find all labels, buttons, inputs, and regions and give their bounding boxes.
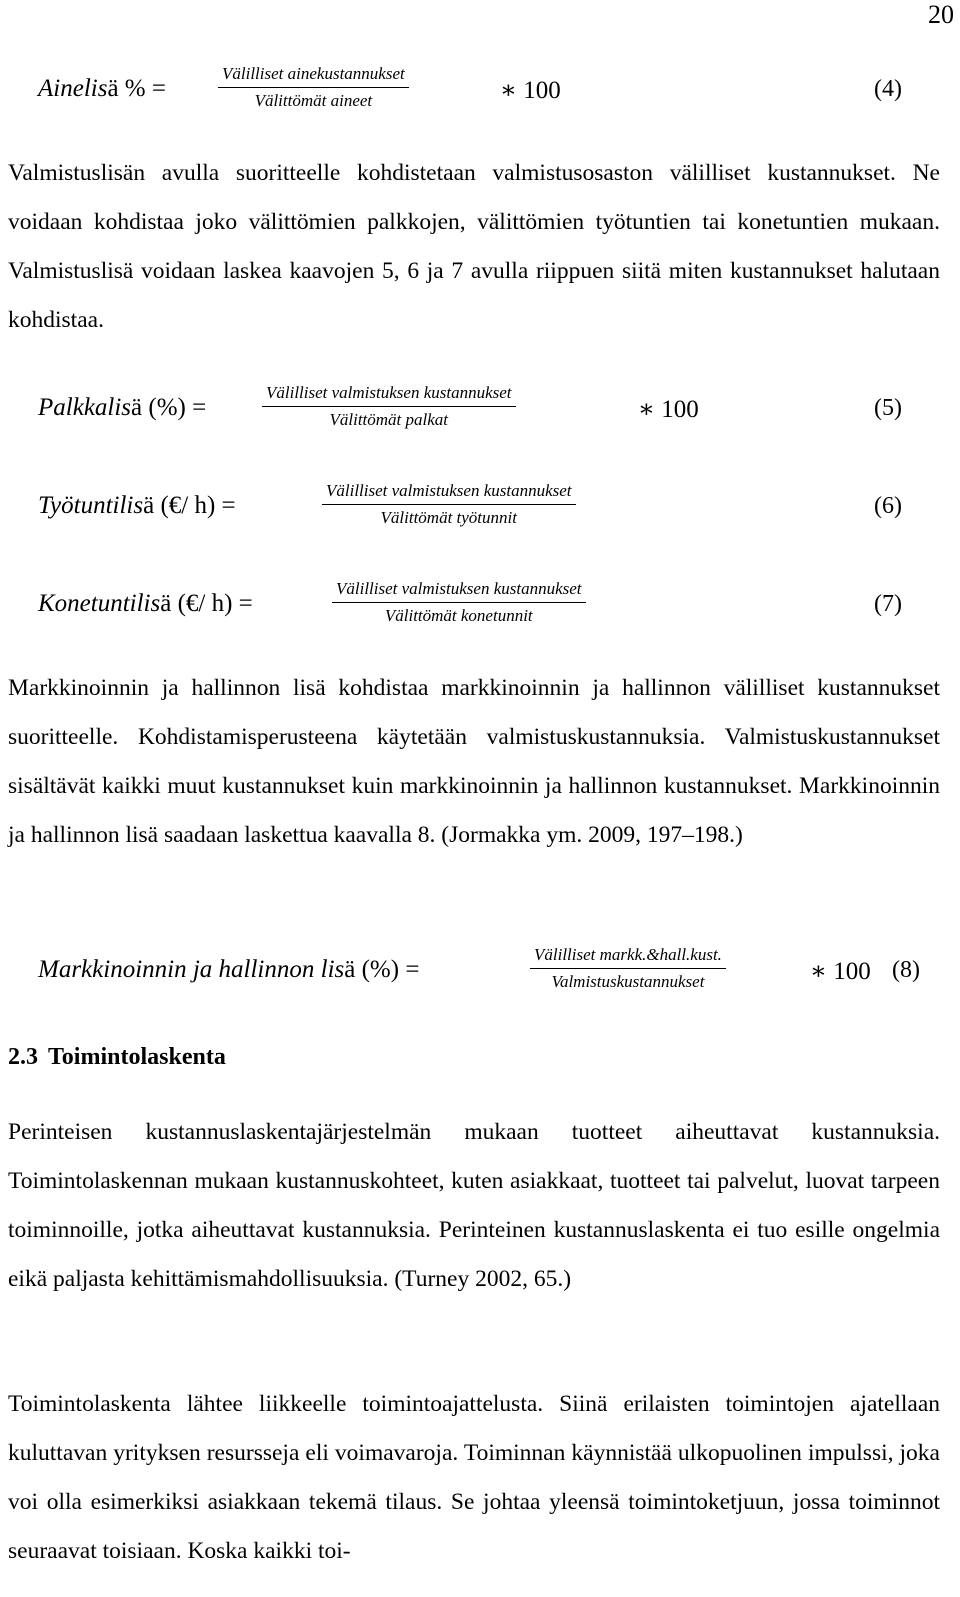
formula-fraction xyxy=(322,481,576,528)
formula-lhs-italic: Työtuntilis xyxy=(38,492,144,519)
formula-lhs-italic: Palkkalis xyxy=(38,394,132,421)
section-heading xyxy=(8,1042,226,1072)
formula-fraction xyxy=(530,945,726,992)
formula-numerator: Välilliset valmistuksen kustannukset xyxy=(266,383,512,402)
equation-number: (6) xyxy=(874,493,902,519)
formula-denominator: Valmistuskustannukset xyxy=(530,968,726,992)
formula-lhs xyxy=(38,394,206,422)
formula-lhs-italic: Ainelis xyxy=(38,75,108,102)
formula-lhs xyxy=(38,75,166,103)
formula-lhs xyxy=(38,590,253,618)
formula-denominator: Välittömät aineet xyxy=(218,87,409,111)
formula-denominator: Välittömät palkat xyxy=(262,406,516,430)
equation-number: (5) xyxy=(874,395,902,421)
formula-multiplier: ∗ 100 xyxy=(500,77,561,104)
formula-konetuntilisa xyxy=(0,574,960,644)
formula-numerator: Välilliset ainekustannukset xyxy=(222,64,405,83)
formula-denominator: Välittömät konetunnit xyxy=(332,602,586,626)
formula-tyotuntilisa xyxy=(0,476,960,546)
formula-palkkalisa xyxy=(0,378,960,448)
formula-numerator: Välilliset markk.&hall.kust. xyxy=(534,945,722,964)
formula-lhs-rest: ä (%) = xyxy=(344,956,420,983)
formula-lhs-rest: ä (€/ h) = xyxy=(160,590,253,617)
formula-multiplier: ∗ 100 xyxy=(638,396,699,423)
paragraph-valmistuslisa: Valmistuslisän avulla suoritteelle kohdistetaan valmistusosaston välilliset kustannukset. Ne voidaan kohdistaa joko välittömien palkkojen, välittömien työtuntien tai konetuntien mukaan. Valmistuslisä voidaan laskea kaavojen 5, 6 ja 7 avulla riippuen siitä miten kustannukset halutaan kohdistaa. xyxy=(8,160,940,333)
formula-lhs-italic: Konetuntilis xyxy=(38,590,161,617)
equation-number: (7) xyxy=(874,591,902,617)
paragraph-perinteinen: Perinteisen kustannuslaskentajärjestelmän mukaan tuotteet aiheuttavat kustannuksia. Toimintolaskennan mukaan kustannuskohteet, kuten asiakkaat, tuotteet tai palvelut, luovat tarpeen toiminnoille, jotka aiheuttavat kustannuksia. Perinteinen kustannuslaskenta ei tuo esille ongelmia eikä paljasta kehittämismahdollisuuksia. (Turney 2002, 65.) xyxy=(8,1119,940,1292)
formula-lhs xyxy=(38,956,419,984)
formula-denominator: Välittömät työtunnit xyxy=(322,504,576,528)
formula-lhs-italic: Markkinoinnin ja hallinnon lis xyxy=(38,956,345,983)
formula-lhs-rest: ä % = xyxy=(107,75,166,102)
section-title: Toimintolaskenta xyxy=(48,1044,226,1070)
formula-fraction xyxy=(332,579,586,626)
formula-numerator: Välilliset valmistuksen kustannukset xyxy=(336,579,582,598)
formula-numerator: Välilliset valmistuksen kustannukset xyxy=(326,481,572,500)
formula-ainelisa xyxy=(0,60,960,130)
formula-fraction xyxy=(262,383,516,430)
formula-lhs-rest: ä (€/ h) = xyxy=(143,492,236,519)
paragraph-markkinointi: Markkinoinnin ja hallinnon lisä kohdistaa markkinoinnin ja hallinnon välilliset kustannukset suoritteelle. Kohdistamisperusteena käytetään valmistuskustannuksia. Valmistuskustannukset sisältävät kaikki muut kustannukset kuin markkinoinnin ja hallinnon kustannukset. Markkinoinnin ja hallinnon lisä saadaan laskettua kaavalla 8. (Jormakka ym. 2009, 197–198.) xyxy=(8,675,940,848)
formula-lhs xyxy=(38,492,236,520)
paragraph-toimintolaskenta: Toimintolaskenta lähtee liikkeelle toimintoajattelusta. Siinä erilaisten toimintojen ajatellaan kuluttavan yrityksen resursseja eli voimavaroja. Toiminnan käynnistää ulkopuolinen impulssi, joka voi olla esimerkiksi asiakkaan tekemä tilaus. Se johtaa yleensä toimintoketjuun, jossa toiminnot seuraavat toisiaan. Koska kaikki toi- xyxy=(8,1391,940,1564)
equation-number: (8) xyxy=(892,957,920,983)
formula-fraction xyxy=(218,64,409,111)
formula-markkinoinnin-lisa xyxy=(0,940,960,1010)
page-number: 20 xyxy=(928,0,954,29)
equation-number: (4) xyxy=(874,76,902,102)
formula-multiplier: ∗ 100 xyxy=(810,958,871,985)
formula-lhs-rest: ä (%) = xyxy=(131,394,207,421)
section-number: 2.3 xyxy=(8,1044,38,1070)
